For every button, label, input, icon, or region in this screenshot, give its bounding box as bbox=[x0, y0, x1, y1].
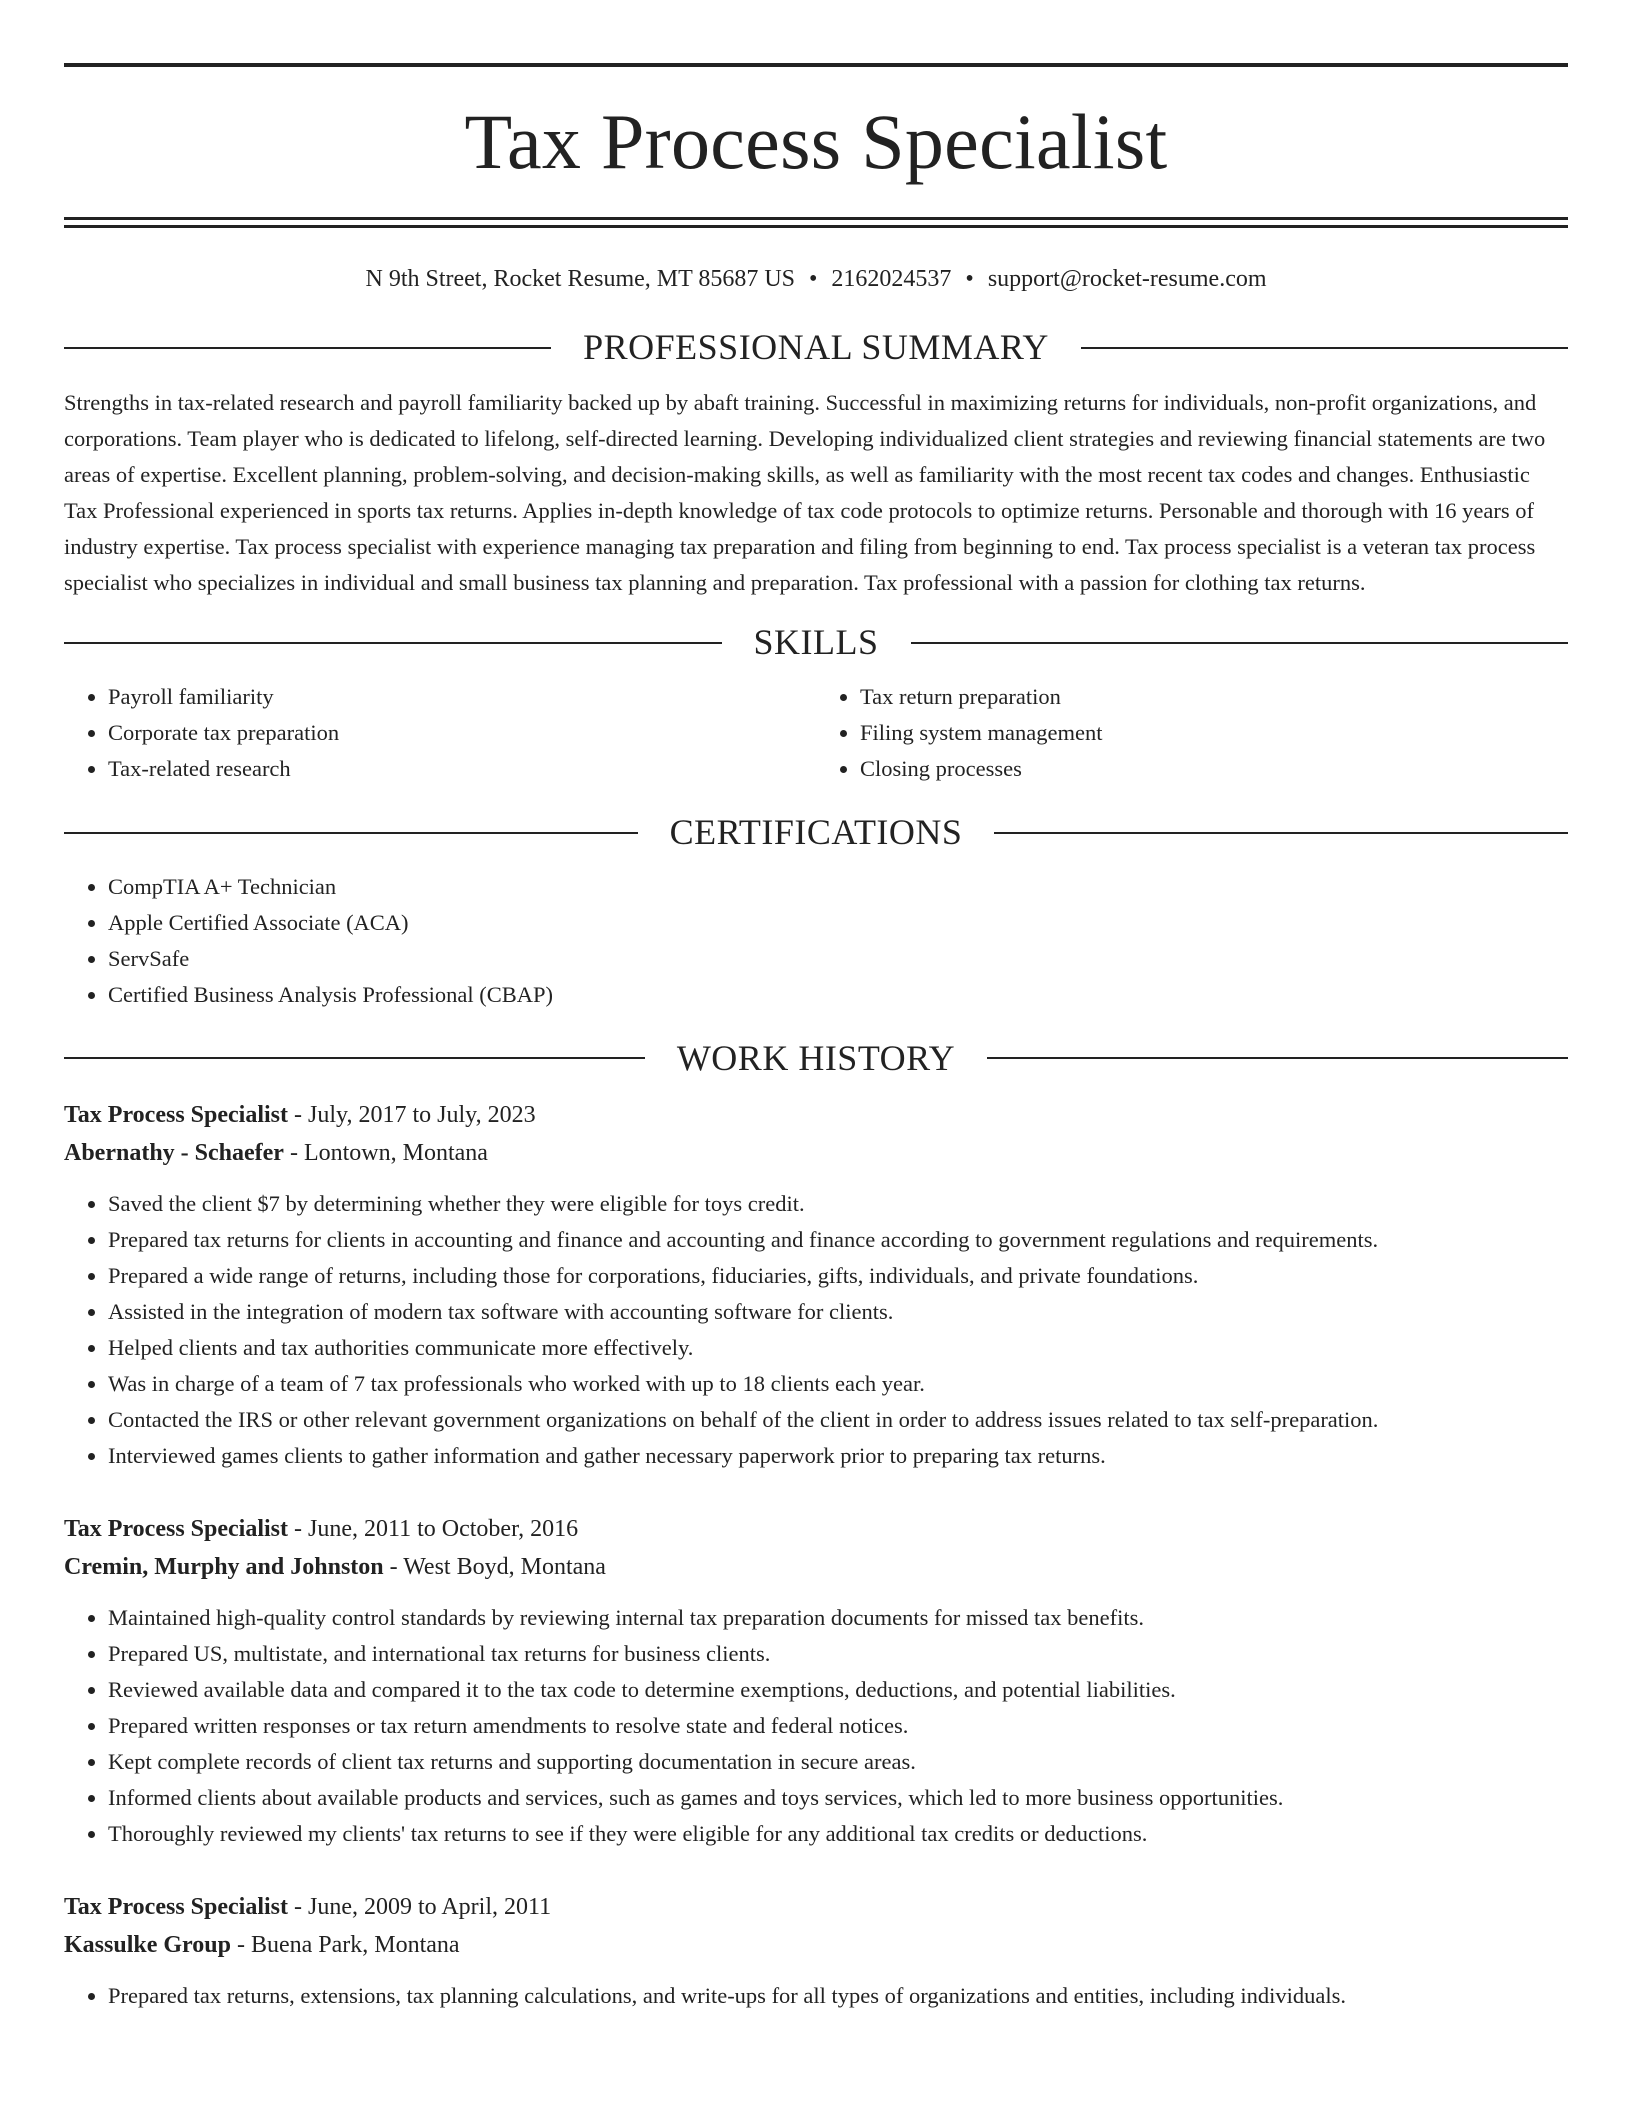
job-bullet: • Prepared tax returns for clients in accounting and finance and accounting and finance according to government regulations and requirements. bbox=[108, 1222, 1568, 1258]
section-title: SKILLS bbox=[753, 622, 879, 663]
job-title: Tax Process Specialist bbox=[64, 1516, 289, 1543]
section-heading-skills bbox=[64, 623, 1568, 663]
skill-item: • Filing system management bbox=[860, 715, 1568, 751]
heading-rule bbox=[994, 832, 1568, 834]
job-title-line bbox=[64, 1888, 1568, 1926]
job-title-line bbox=[64, 1096, 1568, 1134]
skills-column-left bbox=[64, 679, 816, 787]
section-title: WORK HISTORY bbox=[676, 1037, 956, 1078]
job-bullets bbox=[64, 1978, 1568, 2014]
certifications-list bbox=[64, 869, 1568, 1013]
job-location: - Buena Park, Montana bbox=[230, 1932, 460, 1959]
section-title: CERTIFICATIONS bbox=[669, 811, 963, 852]
top-rule bbox=[64, 63, 1568, 67]
job-bullet: • Thoroughly reviewed my clients' tax returns to see if they were eligible for any additional tax credits or deductions. bbox=[108, 1816, 1568, 1852]
certification-item: • ServSafe bbox=[108, 941, 1568, 977]
double-rule bbox=[64, 217, 1568, 228]
job-bullet: • Maintained high-quality control standards by reviewing internal tax preparation documents for missed tax benefits. bbox=[108, 1600, 1568, 1636]
summary-paragraph: Strengths in tax-related research and payroll familiarity backed up by abaft training. Successful in maximizing returns for individuals, non-profit organizations, and corporations. Team player who is dedicated to lifelong, self-directed learning. Developing individualized client strategies and reviewing financial statements are two areas of expertise. Excellent planning, problem-solving, and decision-making skills, as well as familiarity with the most recent tax codes and changes. Enthusiastic Tax Professional experienced in sports tax returns. Applies in-depth knowledge of tax code protocols to optimize returns. Personable and thorough with 16 years of industry expertise. Tax process specialist with experience managing tax preparation and filing from beginning to end. Tax process specialist is a veteran tax process specialist who specializes in individual and small business tax planning and preparation. Tax professional with a passion for clothing tax returns. bbox=[64, 390, 1546, 596]
job-entry bbox=[64, 1510, 1568, 1852]
skills-list bbox=[64, 679, 1568, 787]
job-title-line bbox=[64, 1510, 1568, 1548]
job-bullet: • Contacted the IRS or other relevant government organizations on behalf of the client in order to address issues related to tax self-preparation. bbox=[108, 1402, 1568, 1438]
job-company: Cremin, Murphy and Johnston bbox=[64, 1554, 384, 1581]
certification-item: • CompTIA A+ Technician bbox=[108, 869, 1568, 905]
skill-item: • Payroll familiarity bbox=[108, 679, 816, 715]
separator-dot: • bbox=[809, 266, 818, 292]
job-company: Abernathy - Schaefer bbox=[64, 1140, 284, 1167]
job-entry bbox=[64, 1888, 1568, 2014]
job-bullets bbox=[64, 1600, 1568, 1852]
job-title: Tax Process Specialist bbox=[64, 1102, 289, 1129]
job-bullets bbox=[64, 1186, 1568, 1474]
job-entry bbox=[64, 1096, 1568, 1474]
job-dates: - July, 2017 to July, 2023 bbox=[288, 1102, 536, 1129]
heading-rule bbox=[64, 832, 638, 834]
heading-rule bbox=[64, 347, 551, 349]
skill-item: • Corporate tax preparation bbox=[108, 715, 816, 751]
section-heading-summary bbox=[64, 328, 1568, 368]
heading-rule bbox=[987, 1057, 1568, 1059]
section-heading-certifications bbox=[64, 813, 1568, 853]
job-company: Kassulke Group bbox=[64, 1932, 231, 1959]
job-company-line bbox=[64, 1926, 1568, 1964]
job-bullet: • Kept complete records of client tax returns and supporting documentation in secure areas. bbox=[108, 1744, 1568, 1780]
job-location: - Lontown, Montana bbox=[283, 1140, 488, 1167]
job-company-line bbox=[64, 1548, 1568, 1586]
job-bullet: • Interviewed games clients to gather information and gather necessary paperwork prior to preparing tax returns. bbox=[108, 1438, 1568, 1474]
job-bullet: • Prepared written responses or tax return amendments to resolve state and federal notices. bbox=[108, 1708, 1568, 1744]
job-location: - West Boyd, Montana bbox=[383, 1554, 606, 1581]
heading-rule bbox=[64, 1057, 645, 1059]
heading-rule bbox=[1081, 347, 1568, 349]
heading-rule bbox=[64, 642, 722, 644]
job-bullet: • Prepared a wide range of returns, including those for corporations, fiduciaries, gifts, individuals, and private foundations. bbox=[108, 1258, 1568, 1294]
job-bullet: • Informed clients about available products and services, such as games and toys services, which led to more business opportunities. bbox=[108, 1780, 1568, 1816]
job-title: Tax Process Specialist bbox=[64, 1894, 289, 1921]
job-bullet: • Saved the client $7 by determining whether they were eligible for toys credit. bbox=[108, 1186, 1568, 1222]
skill-item: • Tax-related research bbox=[108, 751, 816, 787]
contact-line bbox=[64, 265, 1568, 294]
job-dates: - June, 2011 to October, 2016 bbox=[288, 1516, 579, 1543]
resume-title: Tax Process Specialist bbox=[464, 98, 1168, 185]
skill-item: • Closing processes bbox=[860, 751, 1568, 787]
job-bullet: • Reviewed available data and compared it to the tax code to determine exemptions, deductions, and potential liabilities. bbox=[108, 1672, 1568, 1708]
job-company-line bbox=[64, 1134, 1568, 1172]
skills-column-right bbox=[816, 679, 1568, 787]
phone: 2162024537 bbox=[831, 266, 952, 292]
email-link[interactable]: support@rocket-resume.com bbox=[987, 266, 1267, 292]
section-heading-work bbox=[64, 1039, 1568, 1079]
job-bullet: • Prepared US, multistate, and international tax returns for business clients. bbox=[108, 1636, 1568, 1672]
section-title: PROFESSIONAL SUMMARY bbox=[583, 326, 1049, 367]
job-bullet: • Helped clients and tax authorities communicate more effectively. bbox=[108, 1330, 1568, 1366]
job-bullet: • Prepared tax returns, extensions, tax planning calculations, and write-ups for all types of organizations and entities, including individuals. bbox=[108, 1978, 1568, 2014]
certification-item: • Certified Business Analysis Professional (CBAP) bbox=[108, 977, 1568, 1013]
job-dates: - June, 2009 to April, 2011 bbox=[288, 1894, 552, 1921]
separator-dot: • bbox=[965, 266, 974, 292]
job-bullet: • Was in charge of a team of 7 tax professionals who worked with up to 18 clients each year. bbox=[108, 1366, 1568, 1402]
certification-item: • Apple Certified Associate (ACA) bbox=[108, 905, 1568, 941]
address: N 9th Street, Rocket Resume, MT 85687 US bbox=[365, 266, 796, 292]
skill-item: • Tax return preparation bbox=[860, 679, 1568, 715]
heading-rule bbox=[911, 642, 1569, 644]
job-bullet: • Assisted in the integration of modern tax software with accounting software for clients. bbox=[108, 1294, 1568, 1330]
